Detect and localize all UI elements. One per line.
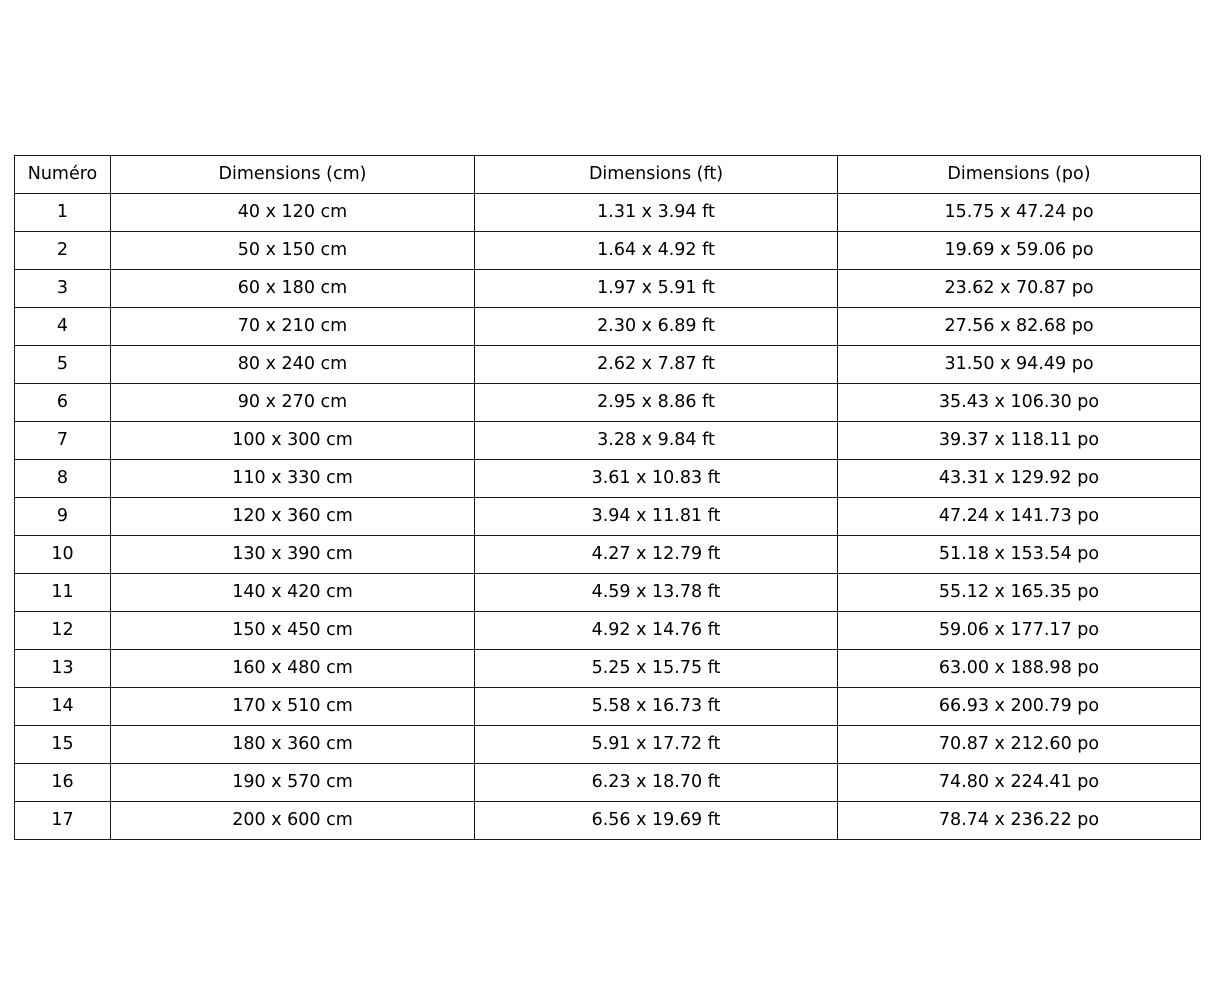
cell-dimensions-cm: 160 x 480 cm [111,650,475,688]
cell-dimensions-po: 43.31 x 129.92 po [838,460,1201,498]
cell-dimensions-po: 51.18 x 153.54 po [838,536,1201,574]
cell-dimensions-cm: 70 x 210 cm [111,308,475,346]
dimensions-table-container [14,155,1200,840]
table-row [15,574,1201,612]
cell-dimensions-ft: 3.94 x 11.81 ft [475,498,838,536]
cell-dimensions-po: 27.56 x 82.68 po [838,308,1201,346]
table-row [15,726,1201,764]
table-row [15,688,1201,726]
column-header-dimensions-po: Dimensions (po) [838,156,1201,194]
table-row [15,498,1201,536]
cell-dimensions-po: 59.06 x 177.17 po [838,612,1201,650]
cell-dimensions-po: 19.69 x 59.06 po [838,232,1201,270]
cell-numero: 4 [15,308,111,346]
cell-numero: 11 [15,574,111,612]
cell-numero: 16 [15,764,111,802]
cell-numero: 5 [15,346,111,384]
cell-dimensions-cm: 40 x 120 cm [111,194,475,232]
table-row [15,802,1201,840]
table-row [15,650,1201,688]
column-header-dimensions-cm: Dimensions (cm) [111,156,475,194]
cell-numero: 10 [15,536,111,574]
cell-dimensions-ft: 2.95 x 8.86 ft [475,384,838,422]
table-header [15,156,1201,194]
cell-dimensions-ft: 6.56 x 19.69 ft [475,802,838,840]
cell-dimensions-ft: 4.27 x 12.79 ft [475,536,838,574]
cell-dimensions-po: 63.00 x 188.98 po [838,650,1201,688]
cell-dimensions-ft: 6.23 x 18.70 ft [475,764,838,802]
cell-numero: 1 [15,194,111,232]
cell-numero: 9 [15,498,111,536]
table-row [15,422,1201,460]
column-header-numero: Numéro [15,156,111,194]
cell-dimensions-cm: 130 x 390 cm [111,536,475,574]
cell-dimensions-cm: 60 x 180 cm [111,270,475,308]
cell-dimensions-po: 70.87 x 212.60 po [838,726,1201,764]
cell-dimensions-cm: 170 x 510 cm [111,688,475,726]
cell-dimensions-po: 35.43 x 106.30 po [838,384,1201,422]
cell-dimensions-po: 47.24 x 141.73 po [838,498,1201,536]
cell-dimensions-ft: 3.61 x 10.83 ft [475,460,838,498]
cell-dimensions-cm: 120 x 360 cm [111,498,475,536]
cell-numero: 7 [15,422,111,460]
cell-dimensions-cm: 140 x 420 cm [111,574,475,612]
table-row [15,460,1201,498]
cell-dimensions-po: 15.75 x 47.24 po [838,194,1201,232]
cell-dimensions-ft: 2.62 x 7.87 ft [475,346,838,384]
cell-dimensions-ft: 2.30 x 6.89 ft [475,308,838,346]
cell-dimensions-ft: 5.91 x 17.72 ft [475,726,838,764]
cell-dimensions-po: 66.93 x 200.79 po [838,688,1201,726]
cell-numero: 17 [15,802,111,840]
table-row [15,308,1201,346]
table-row [15,764,1201,802]
cell-dimensions-cm: 180 x 360 cm [111,726,475,764]
cell-dimensions-ft: 1.97 x 5.91 ft [475,270,838,308]
table-row [15,194,1201,232]
cell-dimensions-po: 74.80 x 224.41 po [838,764,1201,802]
cell-dimensions-ft: 5.25 x 15.75 ft [475,650,838,688]
table-row [15,346,1201,384]
cell-numero: 14 [15,688,111,726]
cell-dimensions-ft: 1.31 x 3.94 ft [475,194,838,232]
cell-dimensions-po: 78.74 x 236.22 po [838,802,1201,840]
cell-dimensions-po: 23.62 x 70.87 po [838,270,1201,308]
table-row [15,384,1201,422]
cell-dimensions-po: 39.37 x 118.11 po [838,422,1201,460]
cell-dimensions-cm: 190 x 570 cm [111,764,475,802]
cell-dimensions-cm: 80 x 240 cm [111,346,475,384]
cell-dimensions-ft: 5.58 x 16.73 ft [475,688,838,726]
cell-numero: 13 [15,650,111,688]
cell-numero: 12 [15,612,111,650]
cell-dimensions-cm: 200 x 600 cm [111,802,475,840]
cell-dimensions-cm: 90 x 270 cm [111,384,475,422]
cell-dimensions-po: 55.12 x 165.35 po [838,574,1201,612]
table-row [15,536,1201,574]
cell-dimensions-ft: 1.64 x 4.92 ft [475,232,838,270]
cell-numero: 8 [15,460,111,498]
cell-dimensions-ft: 4.59 x 13.78 ft [475,574,838,612]
cell-numero: 15 [15,726,111,764]
cell-numero: 3 [15,270,111,308]
column-header-dimensions-ft: Dimensions (ft) [475,156,838,194]
table-header-row [15,156,1201,194]
cell-dimensions-ft: 3.28 x 9.84 ft [475,422,838,460]
cell-numero: 6 [15,384,111,422]
cell-numero: 2 [15,232,111,270]
table-row [15,612,1201,650]
table-row [15,232,1201,270]
cell-dimensions-cm: 110 x 330 cm [111,460,475,498]
table-row [15,270,1201,308]
cell-dimensions-cm: 100 x 300 cm [111,422,475,460]
cell-dimensions-cm: 150 x 450 cm [111,612,475,650]
cell-dimensions-cm: 50 x 150 cm [111,232,475,270]
dimensions-table [14,155,1201,840]
table-body [15,194,1201,840]
cell-dimensions-ft: 4.92 x 14.76 ft [475,612,838,650]
cell-dimensions-po: 31.50 x 94.49 po [838,346,1201,384]
